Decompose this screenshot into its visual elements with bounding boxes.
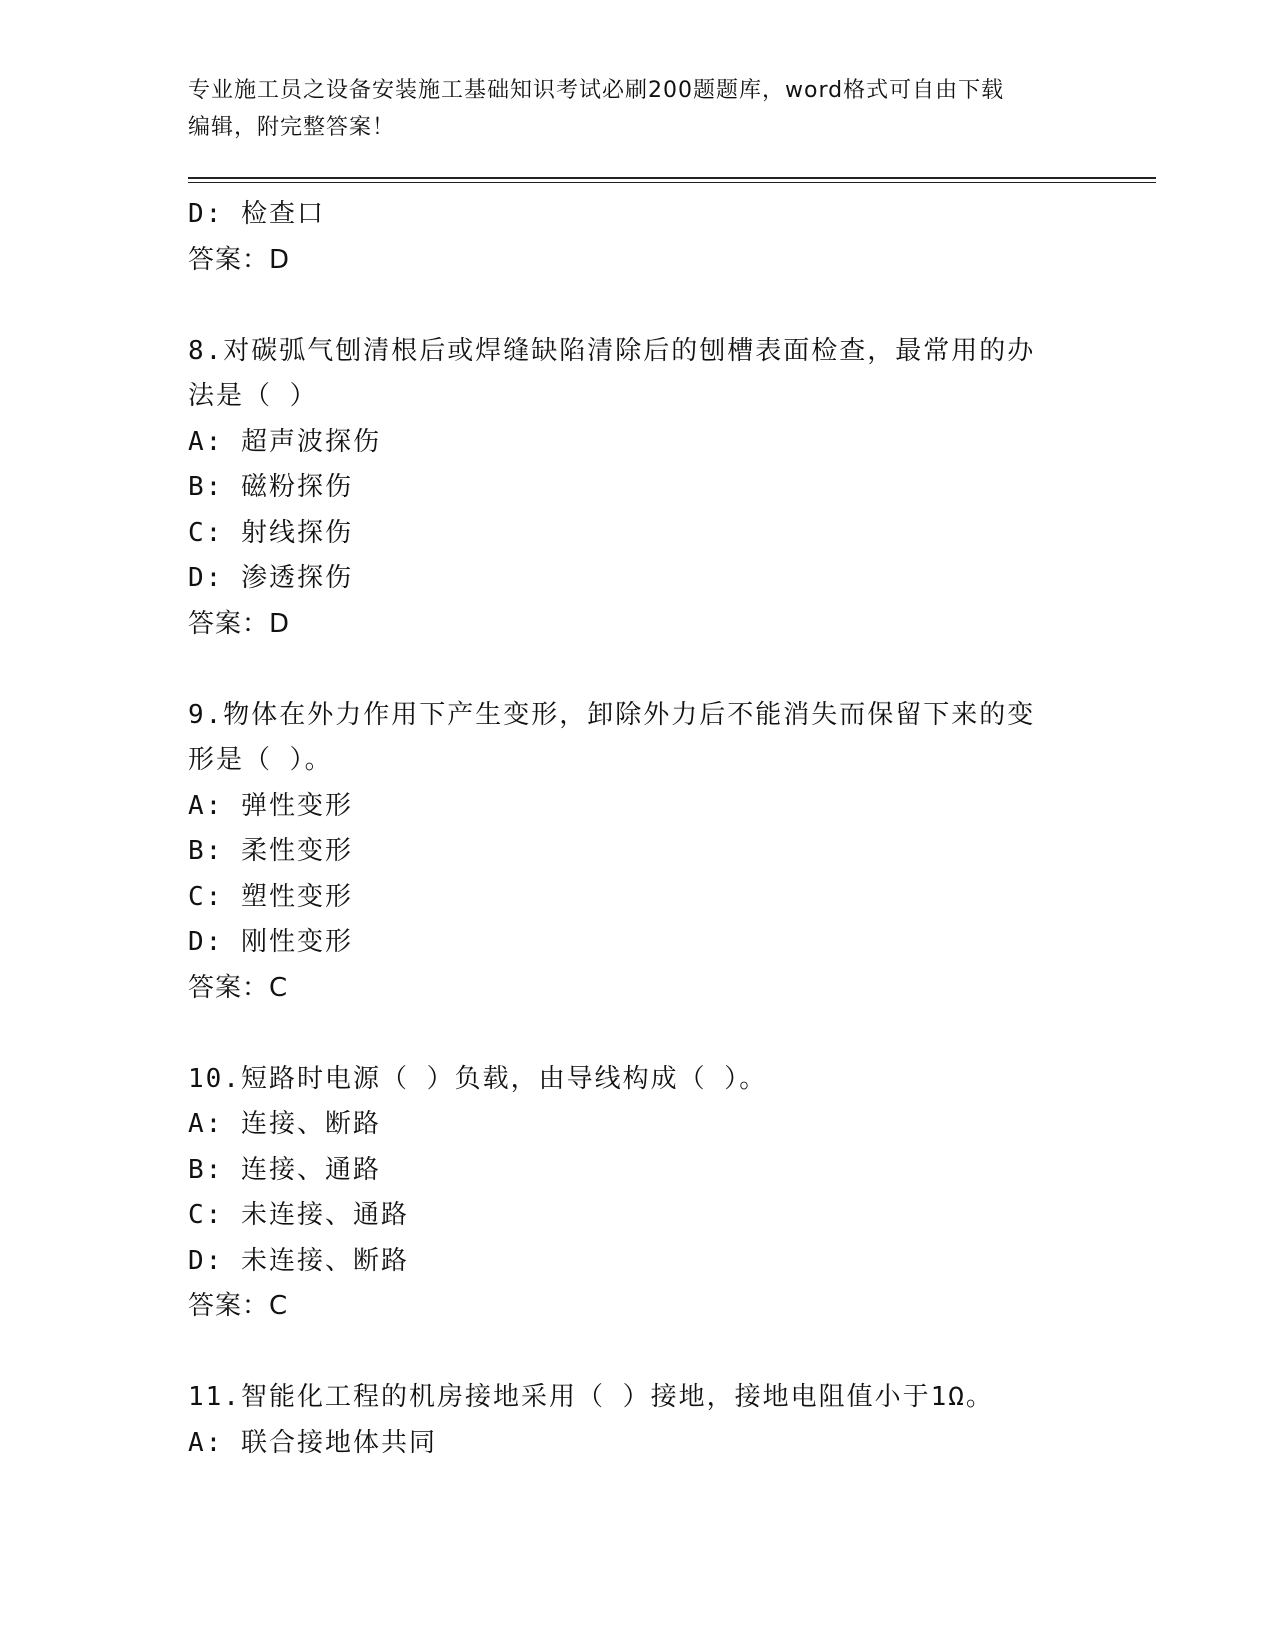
- spacer: [188, 1011, 1078, 1057]
- document-header: [188, 72, 1068, 146]
- option-c: C: 塑性变形: [188, 881, 353, 912]
- option-c: C: 射线探伤: [188, 517, 353, 548]
- spacer: [188, 647, 1078, 693]
- question-block-10: [188, 1057, 1078, 1330]
- question-text-line-1: 11.智能化工程的机房接地采用（ ）接地，接地电阻值小于1Ω。: [188, 1382, 994, 1412]
- question-text-line-1: 8.对碳弧气刨清根后或焊缝缺陷清除后的刨槽表面检查，最常用的办: [188, 335, 1036, 366]
- question-block-8: [188, 329, 1078, 648]
- option-c: C: 未连接、通路: [188, 1200, 409, 1230]
- header-divider-thin: [188, 182, 1156, 183]
- option-b: B: 连接、通路: [188, 1154, 381, 1185]
- option-d: D: 刚性变形: [188, 927, 353, 957]
- spacer: [188, 1330, 1078, 1376]
- question-text-line-2: 法是（ ）: [188, 381, 318, 411]
- option-a: A: 连接、断路: [188, 1109, 381, 1139]
- answer: 答案：C: [188, 972, 289, 1003]
- option-d: D: 渗透探伤: [188, 563, 353, 593]
- option-a: A: 超声波探伤: [188, 426, 381, 457]
- prev-answer: 答案：D: [188, 244, 291, 275]
- question-text-line-2: 形是（ ）。: [188, 745, 333, 775]
- question-text-line-1: 10.短路时电源（ ）负载，由导线构成（ ）。: [188, 1063, 768, 1094]
- header-divider-thick: [188, 177, 1156, 179]
- prev-option-d: D: 检查口: [188, 199, 325, 229]
- option-b: B: 磁粉探伤: [188, 472, 353, 502]
- spacer: [188, 283, 1078, 329]
- answer: 答案：D: [188, 608, 291, 639]
- option-d: D: 未连接、断路: [188, 1245, 409, 1276]
- question-content: [188, 192, 1078, 1466]
- header-line-1: 专业施工员之设备安装施工基础知识考试必刷200题题库，word格式可自由下载: [188, 78, 1005, 103]
- option-a: A: 联合接地体共同: [188, 1427, 437, 1458]
- answer: 答案：C: [188, 1291, 289, 1321]
- header-line-2: 编辑，附完整答案！: [188, 115, 396, 140]
- question-block-9: [188, 693, 1078, 1012]
- question-text-line-1: 9.物体在外力作用下产生变形，卸除外力后不能消失而保留下来的变: [188, 699, 1036, 730]
- option-a: A: 弹性变形: [188, 790, 353, 821]
- question-block-11: [188, 1375, 1078, 1466]
- option-b: B: 柔性变形: [188, 836, 353, 866]
